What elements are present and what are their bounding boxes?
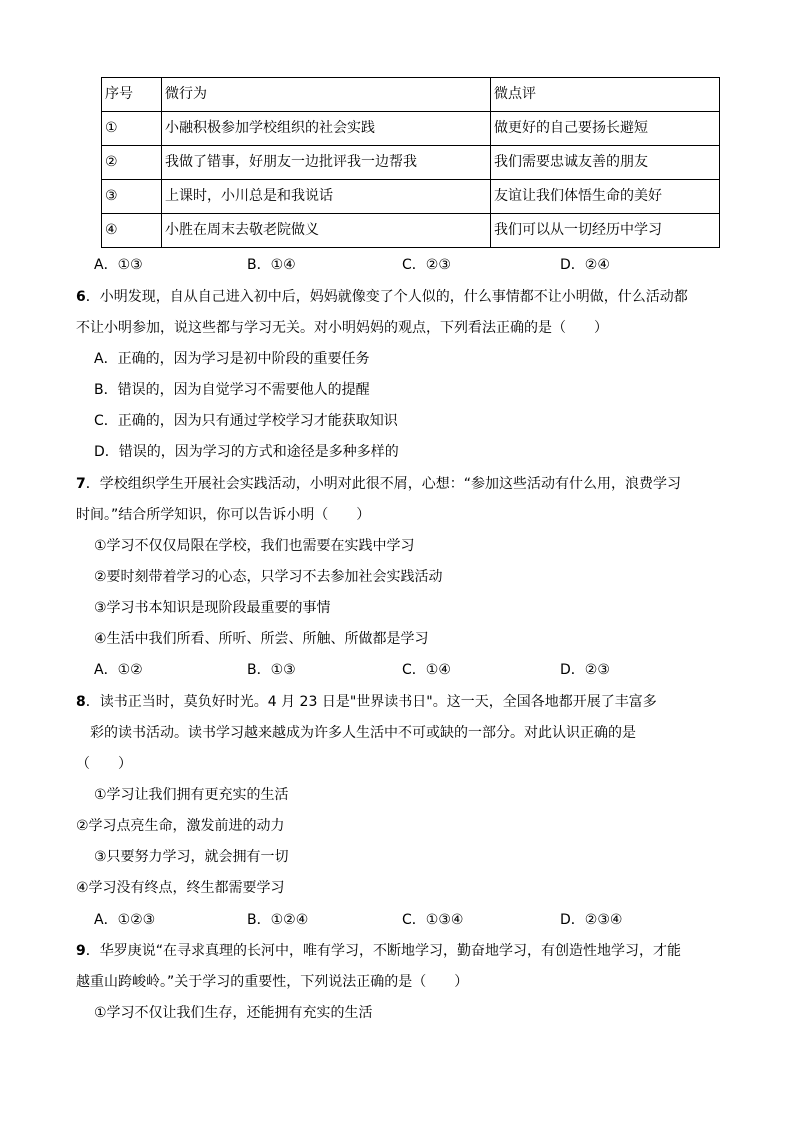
q5-option-d[interactable]: D．②④ (560, 257, 610, 273)
q6-choice-c[interactable]: C．正确的，因为只有通过学校学习才能获取知识 (94, 413, 398, 429)
q8-item-1: ①学习让我们拥有更充实的生活 (94, 787, 289, 803)
q8-option-d[interactable]: D．②③④ (560, 912, 623, 928)
q7-stem-line2: 时间。”结合所学知识，你可以告诉小明（ ） (76, 507, 371, 523)
q7-item-3: ③学习书本知识是现阶段最重要的事情 (94, 600, 331, 616)
q8-stem-line2: 彩的读书活动。读书学习越来越成为许多人生活中不可或缺的一部分。对此认识正确的是 (90, 725, 636, 741)
table-row (102, 214, 720, 248)
table-header-cell: 微点评 (491, 78, 720, 112)
q7-option-d[interactable]: D．②③ (560, 662, 610, 678)
table-cell: ③ (102, 180, 162, 214)
q8-option-b[interactable]: B．①②④ (247, 912, 309, 928)
q7-option-b[interactable]: B．①③ (247, 662, 296, 678)
q6-choice-a[interactable]: A．正确的，因为学习是初中阶段的重要任务 (94, 351, 370, 367)
q8-stem-line1 (76, 692, 657, 712)
table-header-cell: 序号 (102, 78, 162, 112)
q8-option-c[interactable]: C．①③④ (402, 912, 464, 928)
table-cell: 做更好的自己要扬长避短 (491, 112, 720, 146)
table-cell: 小融积极参加学校组织的社会实践 (162, 112, 491, 146)
table-cell: 小胜在周末去敬老院做义 (162, 214, 491, 248)
q7-item-4: ④生活中我们所看、所听、所尝、所触、所做都是学习 (94, 631, 429, 647)
q5-option-b[interactable]: B．①④ (247, 257, 296, 273)
table-cell: 友谊让我们体悟生命的美好 (491, 180, 720, 214)
table-cell: 我们需要忠诚友善的朋友 (491, 146, 720, 180)
q7-option-a[interactable]: A．①② (94, 662, 143, 678)
q7-number: 7 (76, 476, 86, 492)
q6-number: 6 (76, 289, 86, 305)
table-header-row (102, 78, 720, 112)
q8-stem-line3: （ ） (76, 756, 132, 772)
table-cell: ② (102, 146, 162, 180)
q8-item-2: ②学习点亮生命，激发前进的动力 (76, 818, 285, 834)
q7-option-c[interactable]: C．①④ (402, 662, 451, 678)
q6-choice-b[interactable]: B．错误的，因为自觉学习不需要他人的提醒 (94, 382, 370, 398)
q6-stem-line2: 不让小明参加，说这些都与学习无关。对小明妈妈的观点，下列看法正确的是（ ） (76, 320, 608, 336)
q8-number: 8 (76, 694, 86, 710)
q7-stem-text1: ．学校组织学生开展社会实践活动，小明对此很不屑，心想：“参加这些活动有什么用，浪费学习 (85, 476, 682, 492)
q8-stem-text1: ．读书正当时，莫负好时光。4 月 23 日是"世界读书日"。这一天，全国各地都开展了丰富多 (85, 694, 657, 710)
table-cell: 我们可以从一切经历中学习 (491, 214, 720, 248)
q9-stem-line2: 越重山跨峻岭。”关于学习的重要性，下列说法正确的是（ ） (76, 974, 469, 990)
table-row (102, 112, 720, 146)
table-header-cell: 微行为 (162, 78, 491, 112)
q8-item-3: ③只要努力学习，就会拥有一切 (94, 849, 289, 865)
q9-stem-text1: ．华罗庚说“在寻求真理的长河中，唯有学习，不断地学习，勤奋地学习，有创造性地学习，才能 (85, 943, 682, 959)
table-cell: ① (102, 112, 162, 146)
table-cell: 上课时，小川总是和我说话 (162, 180, 491, 214)
q9-stem-line1 (76, 941, 681, 961)
q8-options (94, 910, 714, 930)
table-row (102, 146, 720, 180)
table-row (102, 180, 720, 214)
table-cell: 我做了错事，好朋友一边批评我一边帮我 (162, 146, 491, 180)
q8-option-a[interactable]: A．①②③ (94, 912, 156, 928)
q8-item-4: ④学习没有终点，终生都需要学习 (76, 880, 285, 896)
q6-stem-text1: ．小明发现，自从自己进入初中后，妈妈就像变了个人似的，什么事情都不让小明做，什么活动都 (85, 289, 688, 305)
q7-item-1: ①学习不仅仅局限在学校，我们也需要在实践中学习 (94, 538, 415, 554)
q5-options (94, 255, 714, 275)
q7-item-2: ②要时刻带着学习的心态，只学习不去参加社会实践活动 (94, 569, 443, 585)
micro-behavior-table (101, 77, 720, 248)
q7-stem-line1 (76, 474, 681, 494)
q6-choice-d[interactable]: D．错误的，因为学习的方式和途径是多种多样的 (94, 444, 399, 460)
q9-item-1: ①学习不仅让我们生存，还能拥有充实的生活 (94, 1005, 373, 1021)
q5-option-a[interactable]: A．①③ (94, 257, 143, 273)
q5-option-c[interactable]: C．②③ (402, 257, 451, 273)
q7-options (94, 660, 714, 680)
table-cell: ④ (102, 214, 162, 248)
q9-number: 9 (76, 943, 86, 959)
q6-stem-line1 (76, 287, 688, 307)
